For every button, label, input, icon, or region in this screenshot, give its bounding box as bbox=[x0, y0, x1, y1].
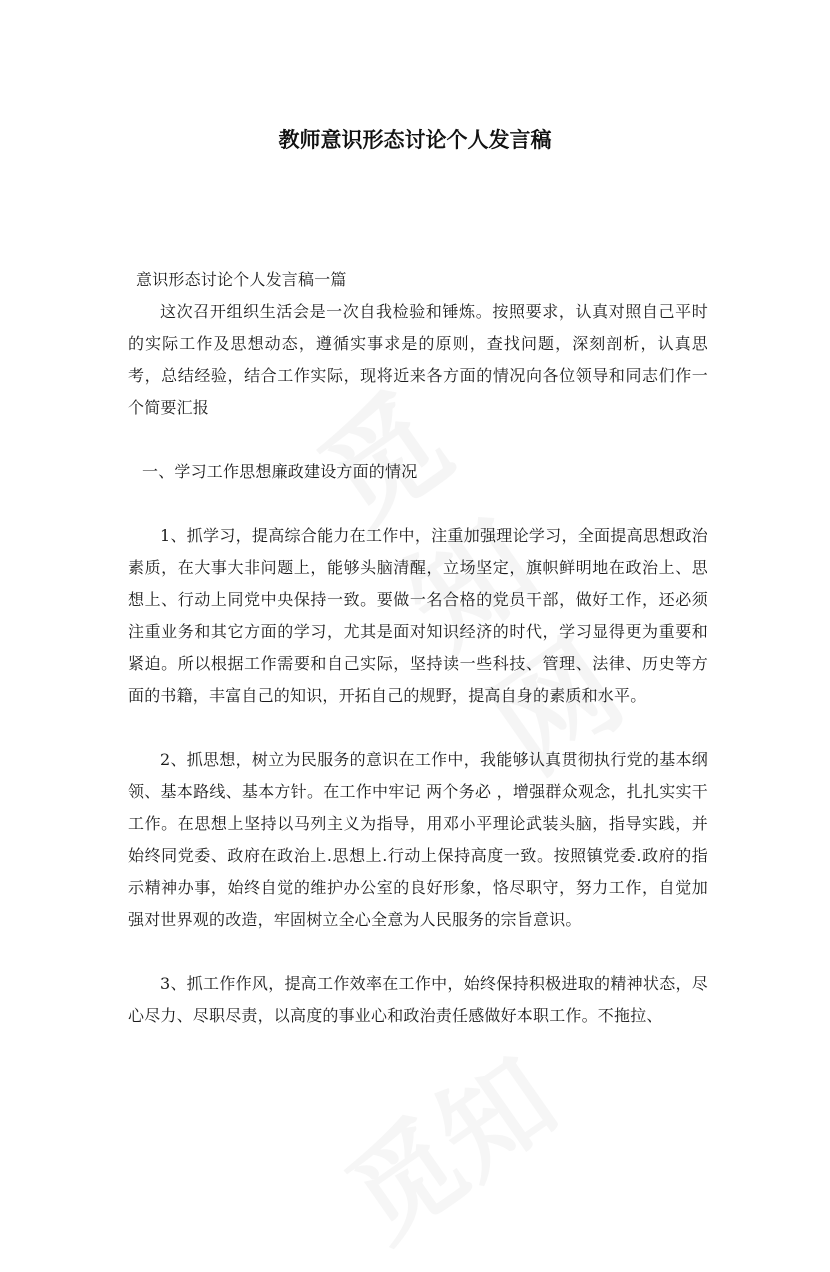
document-body bbox=[128, 264, 708, 1032]
paragraph-thought: 2、抓思想，树立为民服务的意识在工作中，我能够认真贯彻执行党的基本纲领、基本路线、基本方针。在工作中牢记 两个务必 ，增强群众观念，扎扎实实干工作。在思想上坚持以马列主义为指导，用邓小平理论武装头脑，指导实践，并始终同党委、政府在政治上.思想上.行动上保持高度一致。按照镇党委.政府的指示精神办事，始终自觉的维护办公室的良好形象，恪尽职守，努力工作，自觉加强对世界观的改造，牢固树立全心全意为人民服务的宗旨意识。 bbox=[128, 750, 708, 929]
intro-paragraph: 这次召开组织生活会是一次自我检验和锤炼。按照要求，认真对照自己平时的实际工作及思想动态，遵循实事求是的原则，查找问题，深刻剖析，认真思考，总结经验，结合工作实际，现将近来各方面的情况向各位领导和同志们作一个简要汇报 bbox=[128, 302, 708, 417]
paragraph-work-style: 3、抓工作作风，提高工作效率在工作中，始终保持积极进取的精神状态，尽心尽力、尽职尽责，以高度的事业心和政治责任感做好本职工作。不拖拉、 bbox=[128, 974, 708, 1025]
document-subtitle: 意识形态讨论个人发言稿一篇 bbox=[136, 270, 347, 289]
section-heading: 一、学习工作思想廉政建设方面的情况 bbox=[142, 462, 418, 481]
document-title: 教师意识形态讨论个人发言稿 bbox=[278, 128, 552, 152]
paragraph-study: 1、抓学习，提高综合能力在工作中，注重加强理论学习，全面提高思想政治素质，在大事大非问题上，能够头脑清醒，立场坚定，旗帜鲜明地在政治上、思想上、行动上同党中央保持一致。要做一名合格的党员干部，做好工作，还必须注重业务和其它方面的学习，尤其是面对知识经济的时代，学习显得更为重要和紧迫。所以根据工作需要和自己实际，坚持读一些科技、管理、法律、历史等方面的书籍，丰富自己的知识，开拓自己的规野，提高自身的素质和水平。 bbox=[128, 526, 708, 705]
